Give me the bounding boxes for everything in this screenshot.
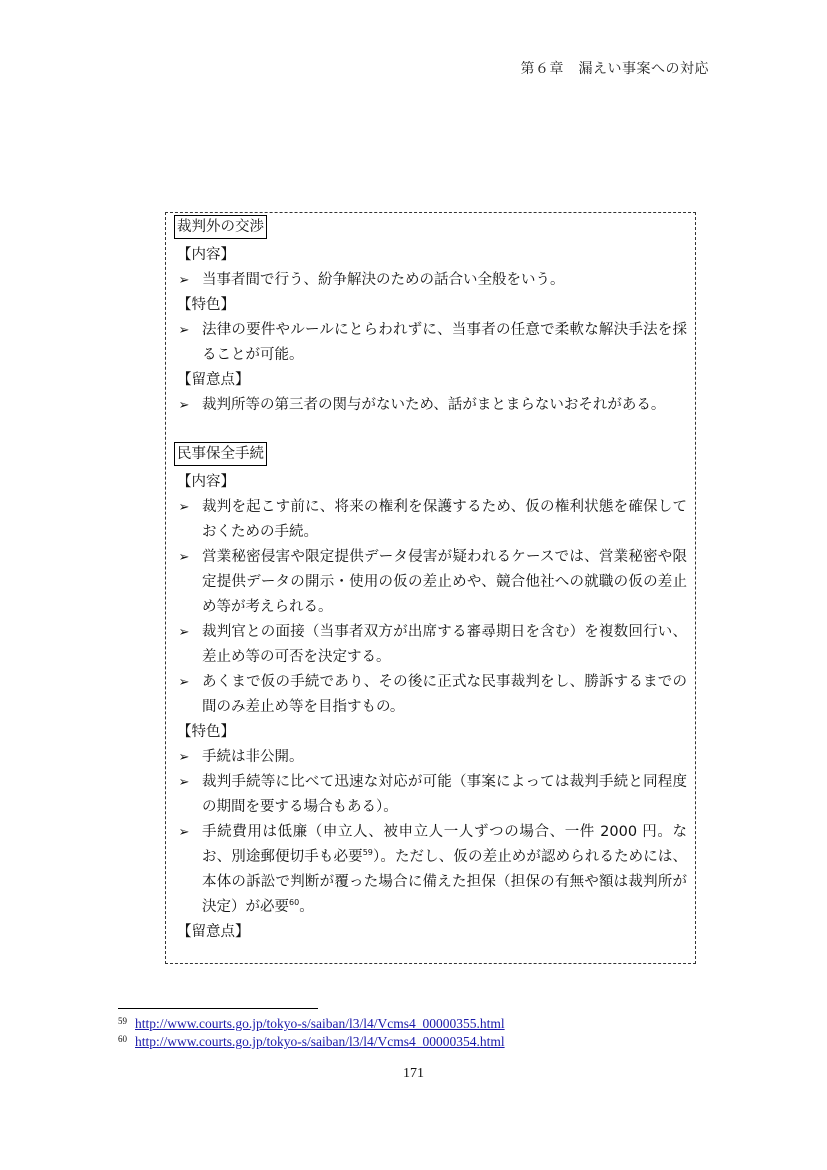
group-label: 【特色】 [177, 297, 235, 313]
item-text: 裁判を起こす前に、将来の権利を保護するため、仮の権利状態を確保しておくための手続。 [202, 499, 687, 540]
item-text: 手続は非公開。 [202, 749, 304, 765]
bullet-list [174, 318, 687, 368]
bullet-list [174, 495, 687, 720]
footnote-divider [118, 1008, 318, 1009]
list-item [174, 770, 687, 820]
fee-text-part2: ）。ただし、仮の差止めが認められるためには、本体の訴訟で判断が覆った場合に備えた担保（担保の有無や額は裁判所が決定）が必要 [202, 849, 687, 915]
arrow-bullet-icon: ➢ [178, 398, 190, 413]
fee-text-part3: 。 [299, 899, 314, 915]
section-title: 民事保全手続 [174, 442, 267, 466]
arrow-bullet-icon: ➢ [178, 625, 190, 640]
section-out-of-court-negotiation [174, 215, 687, 418]
item-text: 当事者間で行う、紛争解決のための話合い全般をいう。 [202, 272, 565, 288]
running-header: 第６章 漏えい事案への対応 [520, 61, 709, 77]
item-text: 営業秘密侵害や限定提供データ侵害が疑われるケースでは、営業秘密や限定提供データの開示・使用の仮の差止めや、競合他社への就職の仮の差止め等が考えられる。 [202, 549, 687, 615]
list-item [174, 495, 687, 545]
arrow-bullet-icon: ➢ [178, 825, 190, 840]
arrow-bullet-icon: ➢ [178, 273, 190, 288]
item-text: 裁判官との面接（当事者双方が出席する審尋期日を含む）を複数回行い、差止め等の可否を決定する。 [202, 624, 687, 665]
section-title: 裁判外の交渉 [174, 215, 267, 239]
group-label: 【留意点】 [177, 924, 250, 940]
list-item [174, 620, 687, 670]
fee-text-part1: 手続費用は低廉（申立人、被申立人一人ずつの場合、一件 2000 円。なお、別途郵便切手も必要 [202, 824, 687, 865]
item-text: 法律の要件やルールにとらわれずに、当事者の任意で柔軟な解決手法を採ることが可能。 [202, 322, 687, 363]
bullet-list [174, 268, 687, 293]
footnote-link[interactable]: http://www.courts.go.jp/tokyo-s/saiban/l3/l4/Vcms4_00000354.html [135, 1034, 505, 1049]
list-item [174, 670, 687, 720]
list-item [174, 393, 687, 418]
footnote-link[interactable]: http://www.courts.go.jp/tokyo-s/saiban/l3/l4/Vcms4_00000355.html [135, 1016, 505, 1031]
list-item [174, 820, 687, 920]
arrow-bullet-icon: ➢ [178, 550, 190, 565]
arrow-bullet-icon: ➢ [178, 500, 190, 515]
group-label: 【特色】 [177, 724, 235, 740]
arrow-bullet-icon: ➢ [178, 750, 190, 765]
list-item [174, 745, 687, 770]
item-text [202, 820, 687, 920]
item-text: あくまで仮の手続であり、その後に正式な民事裁判をし、勝訴するまでの間のみ差止め等を目指すもの。 [202, 674, 687, 715]
section-civil-preservation [174, 442, 687, 945]
group-label: 【内容】 [177, 247, 235, 263]
page-number: 171 [403, 1066, 424, 1081]
item-text: 裁判所等の第三者の関与がないため、話がまとまらないおそれがある。 [202, 397, 666, 413]
group-label: 【内容】 [177, 474, 235, 490]
arrow-bullet-icon: ➢ [178, 775, 190, 790]
footnote-ref[interactable]: 59 [362, 848, 373, 858]
footnote-ref[interactable]: 60 [289, 898, 300, 908]
group-label: 【留意点】 [177, 372, 250, 388]
footnote [118, 1016, 505, 1032]
arrow-bullet-icon: ➢ [178, 675, 190, 690]
arrow-bullet-icon: ➢ [178, 323, 190, 338]
list-item [174, 318, 687, 368]
bullet-list [174, 745, 687, 920]
list-item [174, 268, 687, 293]
bullet-list [174, 393, 687, 418]
footnote-number: 60 [118, 1034, 127, 1044]
info-box [165, 212, 696, 964]
list-item [174, 545, 687, 620]
item-text: 裁判手続等に比べて迅速な対応が可能（事案によっては裁判手続と同程度の期間を要する場合もある）。 [202, 774, 687, 815]
footnote [118, 1034, 505, 1050]
footnote-number: 59 [118, 1016, 127, 1026]
